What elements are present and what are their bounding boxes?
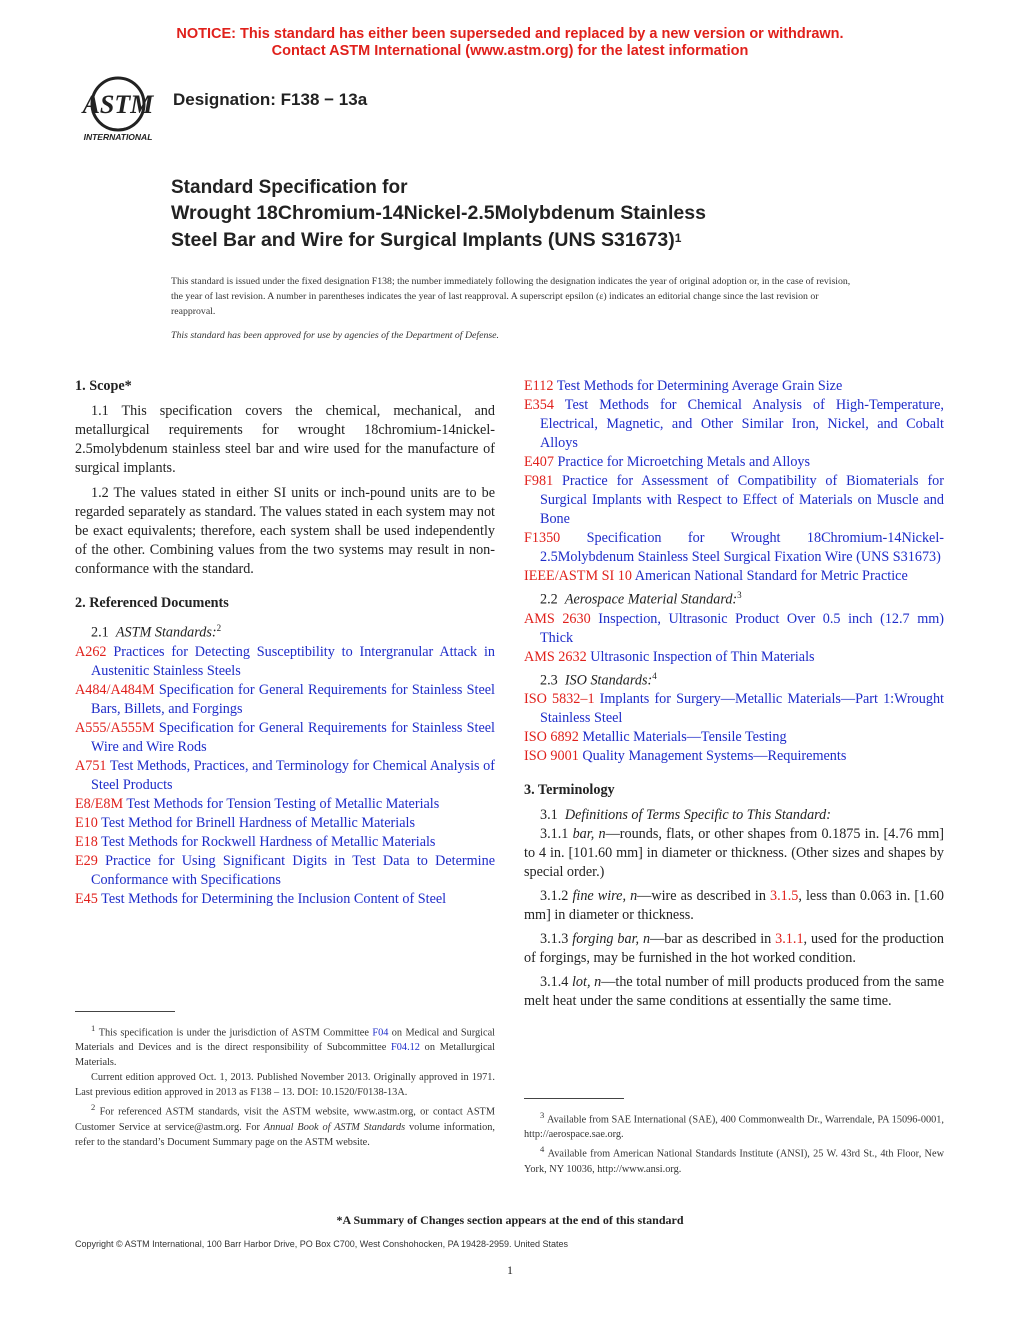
- reference-title-link[interactable]: Test Methods for Tension Testing of Metallic Materials: [126, 795, 440, 812]
- reference-title-link[interactable]: Specification for Wrought 18Chromium-14Nickel-2.5Molybdenum Stainless Steel Surgical Fixation Wire (UNS S31673): [540, 530, 945, 565]
- reference-title-link[interactable]: Test Method for Brinell Hardness of Metallic Materials: [101, 814, 415, 831]
- issuance-note: This standard is issued under the fixed designation F138; the number immediately following the designation indicates the year of original adoption or, in the case of revision, the year of last revision. A number in parentheses indicates the year of last reapproval. A superscript epsilon (ε) indicates an editorial change since the last revision or reapproval.: [171, 276, 851, 317]
- reference-item: [524, 648, 944, 667]
- scope-1-1: 1.1 This specification covers the chemical, mechanical, and metallurgical requirements for wrought 18chromium-14nickel-2.5molybdenum stainless steel bar and wire used for the manufacture of surgical implants.: [75, 403, 495, 476]
- reference-code-link[interactable]: F981: [524, 473, 554, 489]
- reference-code-link[interactable]: F1350: [524, 530, 561, 546]
- reference-title-link[interactable]: Metallic Materials—Tensile Testing: [582, 729, 787, 746]
- xref-3-1-1[interactable]: 3.1.1: [775, 931, 804, 948]
- reference-item: [524, 396, 944, 453]
- reference-title-link[interactable]: Test Methods for Determining the Inclusion Content of Steel: [101, 890, 447, 907]
- section-references-heading: 2. Referenced Documents: [75, 595, 229, 611]
- notice-line-2: Contact ASTM International (www.astm.org) for the latest information: [271, 43, 749, 59]
- page-number: 1: [507, 1263, 513, 1277]
- reference-title-link[interactable]: Ultrasonic Inspection of Thin Materials: [590, 648, 815, 665]
- title-line-3: Steel Bar and Wire for Surgical Implants (UNS S31673)$^1$: [171, 229, 682, 251]
- term-3-1: 3.1 Definitions of Terms Specific to This Standard:: [540, 807, 831, 824]
- reference-code-link[interactable]: A484/A484M: [75, 681, 155, 698]
- section-terminology-heading: 3. Terminology: [524, 782, 615, 799]
- term-3-1-2: 3.1.2 fine wire, n—wire as described in 3.1.5, less than 0.063 in. [1.60 mm] in diameter or thickness.: [524, 888, 944, 924]
- footnote-1-edition: Current edition approved Oct. 1, 2013. Published November 2013. Originally approved in 1971. Last previous edition approved in 2013 as F138 – 13. DOI: 10.1520/F0138-13A.: [75, 1072, 495, 1099]
- document-title: [171, 175, 706, 254]
- reference-item: [75, 757, 495, 795]
- title-line-2: Wrought 18Chromium-14Nickel-2.5Molybdenum Stainless: [171, 202, 706, 224]
- reference-code-link[interactable]: A262: [75, 643, 107, 660]
- reference-item: [75, 890, 495, 909]
- copyright: Copyright © ASTM International, 100 Barr Harbor Drive, PO Box C700, West Conshohocken, PA 19428-2959. United States: [75, 1239, 569, 1249]
- astm-reference-list-right: [524, 377, 944, 586]
- link-f04[interactable]: F04: [372, 1027, 389, 1039]
- reference-code-link[interactable]: E45: [75, 890, 98, 907]
- reference-item: [75, 719, 495, 757]
- logo-text: ASTM: [82, 90, 154, 119]
- footnote-rule-left: [75, 1011, 175, 1012]
- title-footnote-ref: 1: [674, 231, 682, 245]
- reference-title-link[interactable]: Test Methods for Chemical Analysis of High-Temperature, Electrical, Magnetic, and Other Similar Iron, Nickel, and Cobalt Alloys: [540, 397, 944, 451]
- reference-code-link[interactable]: E18: [75, 833, 98, 850]
- reference-title-link[interactable]: Practice for Using Significant Digits in Test Data to Determine Conformance with Specifications: [91, 852, 495, 888]
- logo-subtext: INTERNATIONAL: [83, 132, 153, 142]
- reference-title-link[interactable]: Inspection, Ultrasonic Product Over 0.5 inch (12.7 mm) Thick: [540, 610, 945, 646]
- reference-code-link[interactable]: A555/A555M: [75, 719, 155, 736]
- left-column: [75, 377, 495, 909]
- reference-title-link[interactable]: Test Methods for Determining Average Grain Size: [556, 378, 843, 394]
- reference-item: [524, 472, 944, 529]
- footnote-3: $^3$ Available from SAE International (SAE), 400 Commonwealth Dr., Warrendale, PA 15096-0001, http://aerospace.sae.org.: [524, 1110, 945, 1141]
- aerospace-reference-list: [524, 610, 944, 667]
- notice-line-1: NOTICE: This standard has either been superseded and replaced by a new version or withdrawn.: [176, 26, 844, 42]
- reference-title-link[interactable]: American National Standard for Metric Practice: [634, 568, 908, 584]
- scope-1-2: 1.2 The values stated in either SI units or inch-pound units are to be regarded separately as standard. The values stated in each system may not be exact equivalents; therefore, each system shall be used independently of the other. Combining values from the two systems may result in non-conformance with the standard.: [75, 485, 495, 577]
- designation: Designation: F138 − 13a: [173, 90, 368, 109]
- astm-logo: [74, 74, 162, 144]
- astm-standards-subheading: 2.1 ASTM Standards:$^2$: [91, 623, 222, 641]
- reference-item: [75, 795, 495, 814]
- aerospace-standards-subheading: 2.2 Aerospace Material Standard:$^3$: [540, 590, 742, 608]
- supersede-notice: [0, 26, 1020, 60]
- astm-reference-list-left: [75, 643, 495, 909]
- iso-reference-list: [524, 690, 944, 766]
- reference-title-link[interactable]: Specification for General Requirements for Stainless Steel Wire and Wire Rods: [91, 719, 496, 755]
- reference-item: [524, 747, 944, 766]
- term-3-1-4: 3.1.4 lot, n—the total number of mill products produced from the same melt heat under the same conditions at essentially the same time.: [524, 974, 944, 1010]
- reference-code-link[interactable]: A751: [75, 757, 107, 774]
- iso-standards-subheading: 2.3 ISO Standards:$^4$: [540, 670, 657, 689]
- reference-title-link[interactable]: Practice for Microetching Metals and Alloys: [557, 454, 811, 470]
- reference-code-link[interactable]: ISO 5832–1: [524, 691, 595, 708]
- reference-title-link[interactable]: Implants for Surgery—Metallic Materials—Part 1:Wrought Stainless Steel: [540, 691, 944, 727]
- reference-title-link[interactable]: Practices for Detecting Susceptibility to Intergranular Attack in Austenitic Stainless Steels: [91, 643, 496, 679]
- reference-item: [75, 833, 495, 852]
- reference-item: [75, 643, 495, 681]
- footnotes-left: [75, 1021, 495, 1150]
- term-3-1-3: 3.1.3 forging bar, n—bar as described in 3.1.1, used for the production of forgings, may be furnished in the hot worked condition.: [524, 931, 944, 967]
- reference-title-link[interactable]: Quality Management Systems—Requirements: [582, 748, 847, 765]
- reference-item: [524, 610, 944, 648]
- reference-item: [524, 690, 944, 728]
- right-column: [524, 377, 944, 1011]
- reference-code-link[interactable]: IEEE/ASTM SI 10: [524, 568, 632, 584]
- reference-item: [524, 453, 944, 472]
- reference-code-link[interactable]: E10: [75, 814, 98, 831]
- footnote-rule-right: [524, 1098, 624, 1099]
- reference-code-link[interactable]: E29: [75, 852, 98, 869]
- section-scope-heading: 1. Scope*: [75, 378, 132, 394]
- reference-code-link[interactable]: E354: [524, 397, 554, 413]
- reference-item: [524, 529, 944, 567]
- reference-title-link[interactable]: Specification for General Requirements for Stainless Steel Bars, Billets, and Forgings: [91, 681, 496, 717]
- footnote-1: $^1$ This specification is under the jurisdiction of ASTM Committee F04 on Medical and Surgical Materials and Devices and is the direct responsibility of Subcommittee F04.12 on Metallurgical Materials.: [75, 1023, 496, 1069]
- title-line-1: Standard Specification for: [171, 177, 408, 198]
- reference-item: [75, 814, 495, 833]
- reference-title-link[interactable]: Practice for Assessment of Compatibility of Biomaterials for Surgical Implants with Respect to Effect of Materials on Muscle and Bone: [540, 473, 944, 527]
- reference-item: [524, 728, 944, 747]
- reference-code-link[interactable]: ISO 9001: [524, 748, 579, 765]
- reference-code-link[interactable]: AMS 2630: [524, 610, 591, 627]
- reference-code-link[interactable]: E407: [524, 454, 554, 470]
- footnotes-right: [524, 1108, 944, 1177]
- reference-title-link[interactable]: Test Methods for Rockwell Hardness of Metallic Materials: [101, 833, 436, 850]
- reference-item: [524, 377, 944, 396]
- link-f04-12[interactable]: F04.12: [391, 1042, 420, 1054]
- reference-code-link[interactable]: E8/E8M: [75, 795, 124, 812]
- footnote-2: $^2$ For referenced ASTM standards, visit the ASTM website, www.astm.org, or contact ASTM Customer Service at service@astm.org. For Annual Book of ASTM Standards volume information, refer to the standard’s Document Summary page on the ASTM website.: [75, 1102, 495, 1148]
- reference-code-link[interactable]: ISO 6892: [524, 729, 579, 746]
- reference-code-link[interactable]: E112: [524, 378, 554, 394]
- reference-item: [75, 681, 495, 719]
- summary-of-changes-note: *A Summary of Changes section appears at the end of this standard: [336, 1213, 684, 1227]
- reference-title-link[interactable]: Test Methods, Practices, and Terminology for Chemical Analysis of Steel Products: [91, 757, 496, 793]
- reference-item: [524, 567, 944, 586]
- footnote-4: $^4$ Available from American National Standards Institute (ANSI), 25 W. 43rd St., 4th Floor, New York, NY 10036, http://www.ansi.org.: [524, 1144, 945, 1175]
- xref-3-1-5[interactable]: 3.1.5: [770, 888, 799, 905]
- term-3-1-1: 3.1.1 bar, n—rounds, flats, or other shapes from 0.1875 in. [4.76 mm] to 4 in. [101.60 mm] in diameter or thickness. (Other sizes and shapes by special order.): [524, 826, 944, 881]
- dod-approval-note: This standard has been approved for use by agencies of the Department of Defense.: [171, 330, 499, 341]
- reference-code-link[interactable]: AMS 2632: [524, 648, 587, 665]
- reference-item: [75, 852, 495, 890]
